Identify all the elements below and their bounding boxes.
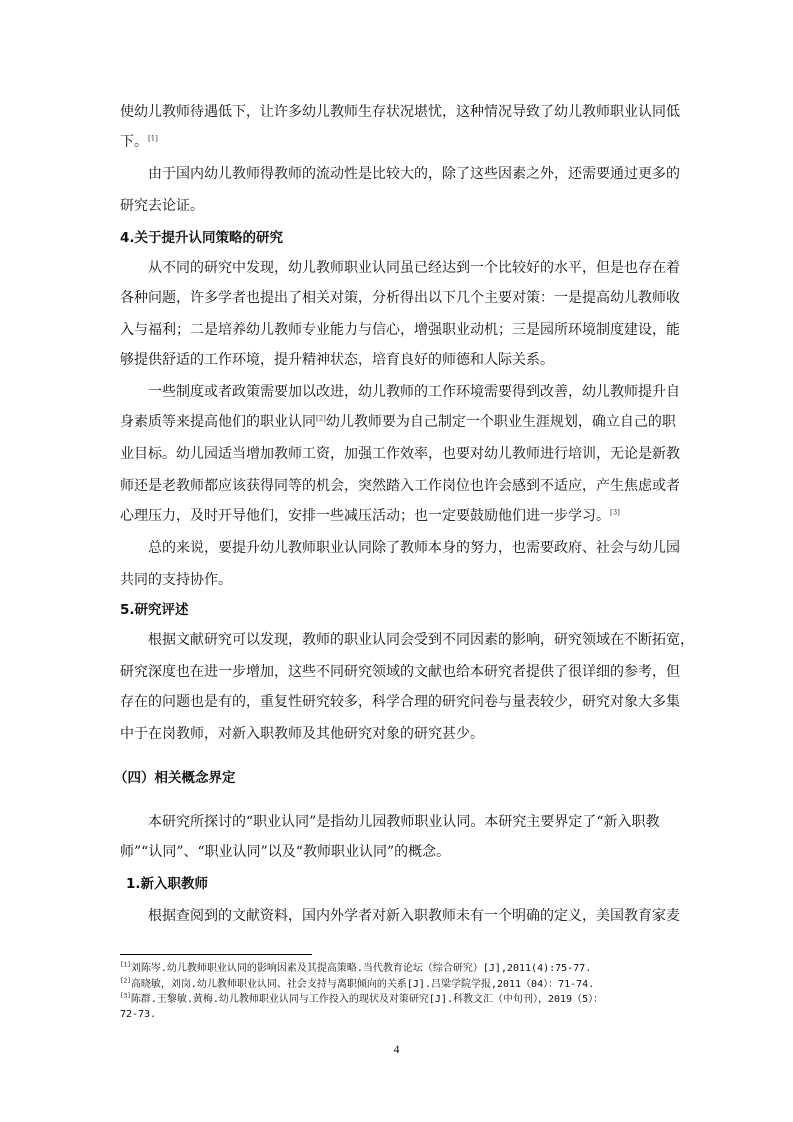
body-text-line: 各种问题，许多学者也提出了相关对策，分析得出以下几个主要对策：一是提高幼儿教师收 <box>120 290 680 306</box>
body-text-line: 从不同的研究中发现，幼儿教师职业认同虽已经达到一个比较好的水平，但是也存在着 <box>148 260 680 276</box>
chapter-subheading: （四）相关概念界定 <box>114 770 236 786</box>
body-text-line: 使幼儿教师待遇低下，让许多幼儿教师生存状况堪忧，这种情况导致了幼儿教师职业认同低 <box>120 104 680 120</box>
body-text-line: 根据文献研究可以发现，教师的职业认同会受到不同因素的影响，研究领域在不断拓宽， <box>148 632 694 648</box>
body-text-line: 中于在岗教师，对新入职教师及其他研究对象的研究甚少。 <box>120 726 484 742</box>
body-text-line <box>120 132 680 152</box>
citation-marker: [1] <box>148 134 158 143</box>
footnote-mark: [2] <box>120 977 131 985</box>
footnote-continuation <box>120 1008 685 1022</box>
body-text-line: 够提供舒适的工作环境，提升精神状态，培育良好的师德和人际关系。 <box>120 352 554 368</box>
body-text-line: 总的来说，要提升幼儿教师职业认同除了教师本身的努力，也需要政府、社会与幼儿园 <box>148 540 680 556</box>
body-text-line: 存在的问题也是有的，重复性研究较多，科学合理的研究问卷与量表较少，研究对象大多集 <box>120 694 680 710</box>
page-number: 4 <box>393 1042 400 1056</box>
body-text-line: 根据查阅到的文献资料，国内外学者对新入职教师未有一个明确的定义，美国教育家麦 <box>148 908 680 924</box>
footnote-text: 陈群.王黎敏.黄梅.幼儿教师职业认同与工作投入的现状及对策研究[J].科教文汇（中旬刊），2019（5）： <box>130 994 604 1005</box>
body-text-line: 研究去论证。 <box>120 198 204 214</box>
footnote <box>120 962 685 976</box>
footnote-divider <box>120 954 312 955</box>
body-text-line: 共同的支持协作。 <box>120 572 232 588</box>
body-text-line: 师”“认同”、“职业认同”以及“教师职业认同”的概念。 <box>120 844 451 860</box>
citation-marker: [2] <box>316 414 326 423</box>
subsection-heading: 1.新入职教师 <box>126 876 209 892</box>
body-text-line: 由于国内幼儿教师得教师的流动性是比较大的，除了这些因素之外，还需要通过更多的 <box>148 166 680 182</box>
body-text-segment: 下。 <box>120 134 148 150</box>
body-text-segment: 身素质等来提高他们的职业认同 <box>120 414 316 430</box>
footnote-mark: [1] <box>120 961 131 969</box>
footnote-mark: [3] <box>120 992 131 1000</box>
body-text-line <box>120 412 680 432</box>
section-heading: 5.研究评述 <box>120 602 189 618</box>
section-heading: 4.关于提升认同策略的研究 <box>120 230 284 246</box>
footnote-text: 刘陈岑.幼儿教师职业认同的影响因素及其提高策略.当代教育论坛（综合研究）[J],2011(4):75-77. <box>130 963 592 974</box>
body-text-line: 业目标。幼儿园适当增加教师工资，加强工作效率，也要对幼儿教师进行培训，无论是新教 <box>120 446 680 462</box>
footnote-text: 72-73. <box>120 1009 157 1020</box>
footnote <box>120 993 685 1007</box>
body-text-line: 一些制度或者政策需要加以改进，幼儿教师的工作环境需要得到改善，幼儿教师提升自 <box>148 384 680 400</box>
footnote-text: 高晓敏，刘岗.幼儿教师职业认同、社会支持与离职倾向的关系[J].吕梁学院学报,2011（04）：71-74. <box>130 979 595 990</box>
body-text-line: 入与福利；二是培养幼儿教师专业能力与信心，增强职业动机；三是园所环境制度建设，能 <box>120 322 680 338</box>
body-text-line: 师还是老教师都应该获得同等的机会，突然踏入工作岗位也许会感到不适应，产生焦虑或者 <box>120 478 680 494</box>
body-text-line: 研究深度也在进一步增加，这些不同研究领域的文献也给本研究者提供了很详细的参考，但 <box>120 664 680 680</box>
citation-marker: [3] <box>610 508 620 517</box>
body-text-segment: 心理压力，及时开导他们，安排一些减压活动；也一定要鼓励他们进一步学习。 <box>120 508 610 524</box>
body-text-line: 本研究所探讨的“职业认同”是指幼儿园教师职业认同。本研究主要界定了“新入职教 <box>148 814 660 830</box>
body-text-segment: 幼儿教师要为自己制定一个职业生涯规划，确立自己的职 <box>325 414 676 430</box>
footnote <box>120 978 685 992</box>
body-text-line <box>120 506 680 526</box>
